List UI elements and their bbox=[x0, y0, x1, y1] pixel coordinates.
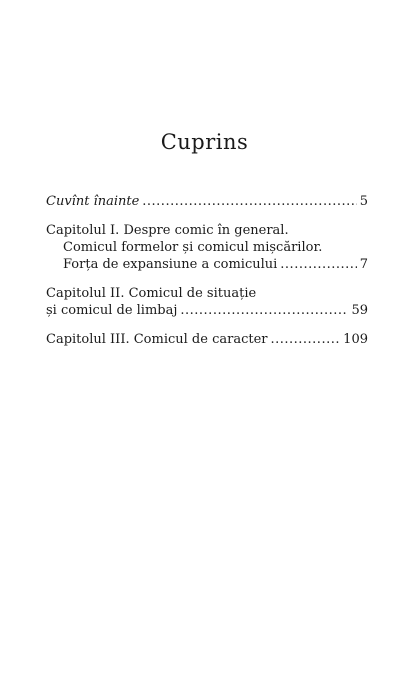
toc-entry-last-line bbox=[46, 302, 368, 319]
toc-entry-title: Capitolul I. Despre comic în general. bbox=[46, 223, 289, 238]
toc-entry-last-line bbox=[46, 331, 368, 348]
dot-leader bbox=[280, 256, 356, 273]
toc-page-number: 109 bbox=[343, 332, 368, 347]
toc-entry-last-line bbox=[46, 193, 368, 210]
toc-entry-foreword bbox=[46, 193, 368, 210]
dot-leader bbox=[270, 331, 340, 348]
toc-entry-title-continuation: și comicul de limbaj bbox=[46, 303, 178, 318]
toc-entry-chapter-3 bbox=[46, 331, 368, 348]
toc-entry-last-line bbox=[46, 256, 368, 273]
toc-entry-chapter-1 bbox=[46, 222, 368, 273]
toc-entry-title: Capitolul III. Comicul de caracter bbox=[46, 332, 268, 347]
toc-entry-title: Cuvînt înainte bbox=[46, 194, 140, 209]
toc-entry-title: Capitolul II. Comicul de situație bbox=[46, 286, 257, 301]
toc-entry-title-continuation: Comicul formelor și comicul mișcărilor. bbox=[63, 240, 323, 255]
dot-leader bbox=[142, 193, 356, 210]
page-title: Cuprins bbox=[160, 130, 249, 154]
table-of-contents bbox=[46, 193, 368, 348]
toc-entry-chapter-2 bbox=[46, 285, 368, 319]
toc-page-number: 5 bbox=[359, 194, 368, 209]
toc-page-number: 59 bbox=[351, 303, 368, 318]
dot-leader bbox=[180, 302, 348, 319]
toc-page-number: 7 bbox=[359, 257, 368, 272]
toc-entry-title-continuation: Forța de expansiune a comicului bbox=[63, 257, 278, 272]
